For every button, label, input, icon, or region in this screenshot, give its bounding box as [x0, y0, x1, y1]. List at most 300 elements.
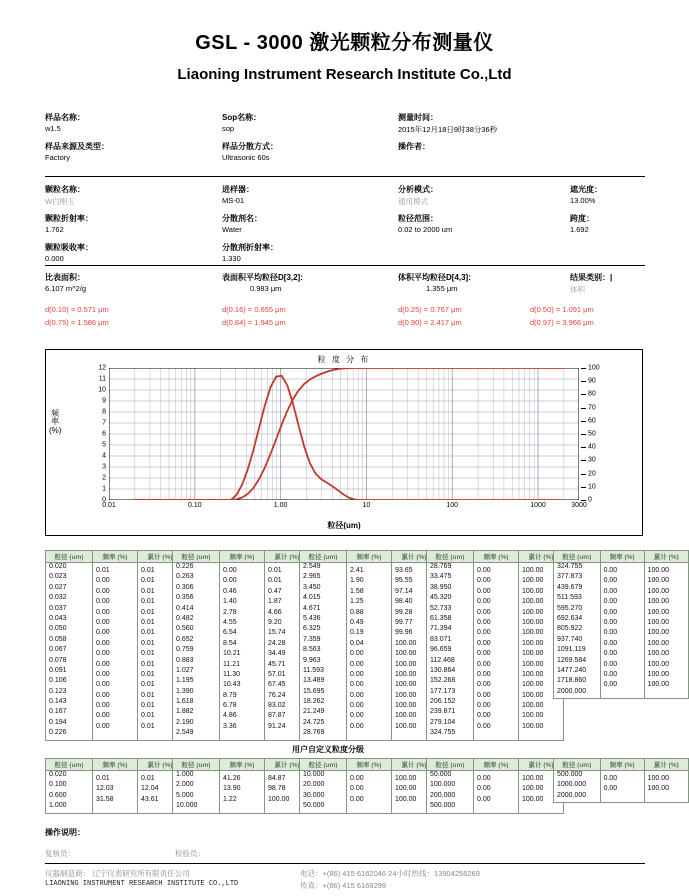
- cell-size: 2.000: [173, 781, 220, 791]
- user-grading-table-2: [172, 758, 310, 814]
- cell-cumulative: 100.00: [647, 639, 670, 647]
- chart-y-tick: 7: [102, 419, 106, 427]
- table-header-freq: 频率 (%): [600, 551, 644, 563]
- cell-frequency: 0.00: [600, 573, 644, 583]
- cell-size: 2.190: [173, 719, 220, 729]
- table-row: [554, 771, 688, 782]
- chart-x-tick: 1.00: [273, 502, 288, 509]
- chart-y2-tick-mark: [581, 500, 586, 501]
- cell-frequency: 13.90: [220, 781, 265, 791]
- cell-size: 0.883: [173, 657, 220, 667]
- cell-size: 83.071: [427, 636, 474, 646]
- cell-cumulative: 83.02: [268, 702, 286, 710]
- disperse-mode-label: 样品分散方式：: [222, 142, 278, 151]
- cell-size: 50.000: [300, 802, 347, 812]
- dispersant-label: 分散剂名：: [222, 214, 262, 223]
- table-row: [427, 646, 563, 656]
- cell-size: 200.000: [427, 792, 474, 802]
- cell-cumulative: 100.00: [522, 567, 544, 574]
- sampler-label: 进样器：: [222, 185, 254, 194]
- cell-frequency: 10.21: [220, 646, 265, 656]
- cell-frequency: 0.00: [600, 771, 644, 782]
- sample-name-value: w1.5: [45, 124, 61, 133]
- cell-cumulative: 100.00: [522, 577, 544, 585]
- cell-cumulative: 1.87: [268, 598, 282, 606]
- field-operator: [398, 141, 430, 153]
- cell-frequency: [347, 729, 392, 739]
- cell-size: 0.414: [173, 605, 220, 615]
- disperse-mode-value: Ultrasonic 60s: [222, 153, 270, 162]
- table-header-freq: 频率 (%): [93, 759, 138, 771]
- table-row: [173, 573, 309, 583]
- cell-frequency: 0.01: [93, 563, 138, 574]
- user-grading-table-5: [553, 758, 689, 803]
- chart-x-tick: 1000: [530, 502, 546, 509]
- chart-y-tick: 1: [102, 485, 106, 493]
- cell-cumulative: 99.96: [395, 629, 413, 637]
- cell-frequency: 11.30: [220, 667, 265, 677]
- cell-frequency: 0.00: [220, 563, 265, 574]
- cell-size: 96.659: [427, 646, 474, 656]
- table-header-cum: 累计 (%): [265, 759, 310, 771]
- cell-size: 6.325: [300, 625, 347, 635]
- cell-size: 1000.000: [554, 781, 600, 791]
- table-row: [427, 781, 563, 791]
- measure-time-label: 测量时间：: [398, 113, 438, 122]
- cell-frequency: 0.00: [347, 667, 392, 677]
- sampler-value: MS-01: [222, 196, 245, 205]
- table-header-freq: 频率 (%): [93, 551, 138, 563]
- cell-cumulative: 0.01: [141, 670, 155, 678]
- cell-size: 595.270: [554, 605, 600, 615]
- cell-cumulative: 0.01: [141, 681, 155, 689]
- field-sampler: [222, 184, 254, 205]
- cell-cumulative: 100.00: [647, 618, 670, 626]
- cell-cumulative: 100.00: [395, 691, 417, 699]
- cell-size: 0.167: [46, 708, 93, 718]
- field-d43: [398, 272, 471, 293]
- cell-size: 10.000: [300, 771, 347, 782]
- cell-frequency: 0.00: [600, 646, 644, 656]
- table-row: [427, 573, 563, 583]
- cell-size: 0.106: [46, 677, 93, 687]
- table-row: [554, 636, 688, 646]
- chart-y-tick: 9: [102, 397, 106, 405]
- table-header-size: 粒径 (um): [427, 551, 474, 563]
- table-row: [427, 636, 563, 646]
- table-row: [427, 594, 563, 604]
- table-header-freq: 频率 (%): [600, 759, 644, 771]
- cell-size: 0.078: [46, 657, 93, 667]
- cell-cumulative: 100.00: [395, 785, 417, 793]
- table-row: [300, 657, 436, 667]
- divider-2: [45, 265, 645, 266]
- cell-size: 511.593: [554, 594, 600, 604]
- user-grading-table-1: [45, 758, 183, 814]
- d-value-7: d(0.97) = 3.966 μm: [530, 318, 594, 327]
- table-row: [46, 563, 182, 574]
- table-row: [173, 792, 309, 802]
- cell-cumulative: 100.00: [395, 639, 417, 647]
- cell-size: 0.194: [46, 719, 93, 729]
- cell-cumulative: 0.01: [268, 577, 282, 585]
- table-row: [300, 698, 436, 708]
- cell-frequency: 12.03: [93, 781, 138, 791]
- cell-cumulative: 100.00: [647, 670, 670, 678]
- table-row: [427, 605, 563, 615]
- cell-cumulative: 100.00: [647, 608, 670, 616]
- table-header-size: 粒径 (um): [300, 759, 347, 771]
- cell-size: 2.965: [300, 573, 347, 583]
- cell-frequency: 0.00: [347, 771, 392, 782]
- chart-x-tick: 100: [446, 502, 459, 509]
- table-row: [300, 584, 436, 594]
- table-row: [427, 708, 563, 718]
- manufacturer-cn: 仪器制造商： 辽宁仪表研究所有限责任公司: [45, 869, 190, 878]
- table-row: [300, 719, 436, 729]
- cell-size: 1.882: [173, 708, 220, 718]
- table-header-size: 粒径 (um): [554, 551, 600, 563]
- cell-cumulative: [644, 688, 688, 698]
- cell-cumulative: 98.78: [268, 785, 286, 793]
- table-row: [46, 594, 182, 604]
- cell-size: 7.359: [300, 636, 347, 646]
- table-row: [173, 729, 309, 739]
- cell-cumulative: 100.00: [522, 650, 544, 658]
- cell-cumulative: 0.01: [141, 722, 155, 730]
- cell-cumulative: 100.00: [647, 660, 670, 668]
- chart-x-tick: 0.01: [102, 502, 116, 509]
- table-header-cum: 累计 (%): [392, 551, 437, 563]
- cell-size: 0.050: [46, 625, 93, 635]
- cell-frequency: 6.54: [220, 625, 265, 635]
- cell-cumulative: 100.00: [647, 567, 670, 574]
- cell-size: 4.671: [300, 605, 347, 615]
- chart-y2-tick: 10: [588, 483, 596, 491]
- cell-frequency: 0.00: [600, 615, 644, 625]
- field-span: [570, 213, 594, 234]
- cell-cumulative: 0.01: [141, 618, 155, 626]
- table-row: [46, 646, 182, 656]
- cell-size: 206.152: [427, 698, 474, 708]
- table-header-size: 粒径 (um): [173, 551, 220, 563]
- chart-y-tick: 3: [102, 463, 106, 471]
- cell-frequency: 0.00: [474, 573, 519, 583]
- measure-time-value: 2015年12月18日9时38分36秒: [398, 125, 498, 134]
- table-row: [173, 594, 309, 604]
- cell-frequency: 0.00: [93, 677, 138, 687]
- cell-size: 1.000: [173, 771, 220, 782]
- table-header-cum: 累计 (%): [138, 551, 183, 563]
- dispersant-ri-label: 分散剂折射率：: [222, 243, 278, 252]
- field-d32: [222, 272, 303, 293]
- cell-frequency: 1.25: [347, 594, 392, 604]
- chart-y2-tick-mark: [581, 460, 586, 461]
- table-header-freq: 频率 (%): [220, 551, 265, 563]
- chart-y-tick: 5: [102, 441, 106, 449]
- cell-frequency: 0.00: [600, 584, 644, 594]
- cell-size: 0.032: [46, 594, 93, 604]
- cell-frequency: 0.00: [93, 584, 138, 594]
- table-header-freq: 频率 (%): [347, 551, 392, 563]
- table-row: [427, 719, 563, 729]
- field-measure-time: [398, 112, 497, 135]
- cell-size: 0.560: [173, 625, 220, 635]
- cell-size: 0.306: [173, 584, 220, 594]
- table-row: [427, 792, 563, 802]
- sop-name-value: sop: [222, 124, 235, 133]
- chart-x-tick: 0.10: [187, 502, 202, 509]
- cell-cumulative: 12.04: [141, 785, 159, 793]
- ssa-label: 比表面积：: [45, 273, 85, 282]
- refractive-value: 1.762: [45, 225, 64, 234]
- table-row: [46, 688, 182, 698]
- chart-title: 粒 度 分 布: [317, 355, 371, 364]
- cell-cumulative: 100.00: [395, 722, 417, 730]
- table-header-cum: 累计 (%): [392, 759, 437, 771]
- chart-y-tick: 4: [102, 452, 106, 460]
- cell-frequency: 10.43: [220, 677, 265, 687]
- table-row: [173, 646, 309, 656]
- d-value-3: d(0.50) = 1.091 μm: [530, 305, 594, 314]
- chart-y-tick: 11: [98, 375, 106, 383]
- field-dispersant-ri: [222, 242, 278, 263]
- cell-size: 2.549: [173, 729, 220, 739]
- cell-size: 0.263: [173, 573, 220, 583]
- cell-cumulative: 100.00: [522, 712, 544, 720]
- table-row: [554, 563, 688, 574]
- cell-cumulative: 34.49: [268, 650, 286, 658]
- cell-size: 0.020: [46, 771, 93, 782]
- cell-cumulative: 95.55: [395, 577, 413, 585]
- cell-cumulative: 100.00: [647, 629, 670, 637]
- cell-cumulative: 4.66: [268, 608, 282, 616]
- table-row: [554, 646, 688, 656]
- cell-size: 324.755: [427, 729, 474, 739]
- cell-frequency: 3.36: [220, 719, 265, 729]
- obscuration-value: 13.00%: [570, 196, 596, 205]
- cell-size: 2000.000: [554, 688, 600, 698]
- cell-size: 0.023: [46, 573, 93, 583]
- cell-frequency: 0.04: [347, 636, 392, 646]
- table-row: [173, 781, 309, 791]
- table-row: [46, 719, 182, 729]
- cell-cumulative: 0.01: [141, 587, 155, 595]
- size-distribution-table-5: [553, 550, 689, 699]
- d32-value: 0.983 μm: [250, 284, 282, 293]
- cell-frequency: 0.00: [474, 677, 519, 687]
- cell-frequency: [347, 802, 392, 812]
- cell-cumulative: 100.00: [522, 681, 544, 689]
- table-row: [300, 646, 436, 656]
- cell-cumulative: 100.00: [522, 587, 544, 595]
- table-header-size: 粒径 (um): [427, 759, 474, 771]
- d43-value: 1.355 μm: [426, 284, 458, 293]
- cell-size: 45.320: [427, 594, 474, 604]
- refractive-label: 颗粒折射率：: [45, 214, 93, 223]
- cell-frequency: 1.90: [347, 573, 392, 583]
- field-result-type: [570, 272, 612, 295]
- dispersant-value: Water: [222, 225, 242, 234]
- field-refractive-index: [45, 213, 93, 234]
- table-row: [554, 584, 688, 594]
- cell-frequency: 0.00: [93, 667, 138, 677]
- cell-cumulative: 100.00: [522, 702, 544, 710]
- cell-cumulative: 100.00: [647, 785, 670, 793]
- chart-y2-tick-mark: [581, 394, 586, 395]
- cell-cumulative: 100.00: [522, 639, 544, 647]
- cell-frequency: 2.78: [220, 605, 265, 615]
- table-header-size: 粒径 (um): [46, 759, 93, 771]
- table-row: [300, 802, 436, 812]
- table-row: [46, 625, 182, 635]
- cell-size: 0.027: [46, 584, 93, 594]
- analysis-mode-value: 通用模式: [398, 197, 428, 206]
- cell-cumulative: 0.47: [268, 587, 282, 595]
- cell-cumulative: 45.71: [268, 660, 286, 668]
- table-row: [427, 802, 563, 812]
- sop-name-label: Sop名称：: [222, 113, 262, 122]
- cell-frequency: 0.00: [474, 771, 519, 782]
- table-row: [173, 802, 309, 812]
- sample-name-label: 样品名称：: [45, 113, 85, 122]
- table-row: [46, 573, 182, 583]
- cell-frequency: 0.00: [600, 594, 644, 604]
- cell-cumulative: 97.14: [395, 587, 413, 595]
- table-row: [46, 657, 182, 667]
- cell-cumulative: 100.00: [522, 629, 544, 637]
- table-row: [427, 657, 563, 667]
- cell-frequency: 0.00: [474, 615, 519, 625]
- cell-size: 152.268: [427, 677, 474, 687]
- cell-frequency: 0.49: [347, 615, 392, 625]
- chart-y-tick: 10: [98, 386, 106, 394]
- cell-cumulative: 100.00: [395, 795, 417, 803]
- cell-cumulative: 43.61: [141, 795, 159, 803]
- cell-size: 500.000: [554, 771, 600, 782]
- cell-frequency: 11.21: [220, 657, 265, 667]
- table-row: [554, 625, 688, 635]
- cell-frequency: 0.00: [93, 698, 138, 708]
- cell-frequency: [93, 802, 138, 812]
- cell-size: 692.634: [554, 615, 600, 625]
- table-row: [554, 688, 688, 698]
- cell-size: 100.000: [427, 781, 474, 791]
- table-row: [173, 625, 309, 635]
- d32-label: 表面积平均粒径D[3,2]:: [222, 273, 303, 282]
- table-row: [300, 677, 436, 687]
- cell-cumulative: [644, 792, 688, 802]
- cell-size: 0.091: [46, 667, 93, 677]
- cell-frequency: 8.79: [220, 688, 265, 698]
- user-grading-table-4: [426, 758, 564, 814]
- cell-size: 0.143: [46, 698, 93, 708]
- table-row: [300, 636, 436, 646]
- cell-frequency: 0.00: [600, 563, 644, 574]
- table-row: [46, 781, 182, 791]
- cell-frequency: [93, 729, 138, 739]
- field-disperse-mode: [222, 141, 278, 162]
- cell-size: 0.123: [46, 688, 93, 698]
- table-row: [173, 698, 309, 708]
- field-sop-name: [222, 112, 261, 133]
- chart-y2-tick: 20: [588, 470, 596, 478]
- cell-frequency: 0.00: [93, 657, 138, 667]
- d-value-2: d(0.25) = 0.767 μm: [398, 305, 462, 314]
- table-row: [300, 771, 436, 782]
- table-row: [173, 605, 309, 615]
- cell-size: 18.262: [300, 698, 347, 708]
- table-row: [46, 677, 182, 687]
- cell-cumulative: 0.01: [268, 567, 282, 574]
- cell-frequency: 0.00: [93, 708, 138, 718]
- chart-plot-area: [98, 364, 600, 509]
- table-row: [300, 605, 436, 615]
- cell-frequency: 4.55: [220, 615, 265, 625]
- table-row: [173, 719, 309, 729]
- cell-frequency: 0.00: [93, 719, 138, 729]
- cell-frequency: 0.00: [220, 573, 265, 583]
- chart-y2-tick: 30: [588, 456, 596, 464]
- size-distribution-table-2: [172, 550, 310, 741]
- particle-size-distribution-chart: [45, 349, 643, 536]
- chart-y-tick: 6: [102, 430, 106, 438]
- cell-frequency: 0.00: [93, 594, 138, 604]
- table-header-cum: 累计 (%): [644, 759, 688, 771]
- field-particle-name: [45, 184, 85, 207]
- cell-frequency: 0.00: [600, 781, 644, 791]
- table-row: [46, 729, 182, 739]
- cell-size: 377.873: [554, 573, 600, 583]
- cell-cumulative: 100.00: [522, 785, 544, 793]
- cell-cumulative: 100.00: [522, 660, 544, 668]
- cell-cumulative: [519, 729, 564, 739]
- table-row: [300, 594, 436, 604]
- table-row: [427, 625, 563, 635]
- table-header-freq: 频率 (%): [347, 759, 392, 771]
- table-row: [427, 771, 563, 782]
- cell-frequency: 0.00: [474, 667, 519, 677]
- cell-size: 71.394: [427, 625, 474, 635]
- cell-cumulative: [519, 802, 564, 812]
- table-header-size: 粒径 (um): [300, 551, 347, 563]
- table-row: [554, 657, 688, 667]
- chart-y2-tick: 60: [588, 417, 596, 425]
- table-row: [300, 792, 436, 802]
- chart-y2-tick: 90: [588, 377, 596, 385]
- table-header-cum: 累计 (%): [265, 551, 310, 563]
- chart-y2-tick-mark: [581, 487, 586, 488]
- cell-cumulative: 100.00: [395, 702, 417, 710]
- cell-cumulative: 100.00: [647, 775, 670, 782]
- cell-size: 0.600: [46, 792, 93, 802]
- cell-cumulative: 0.01: [141, 577, 155, 585]
- sample-source-label: 样品来源及类型：: [45, 142, 109, 151]
- cell-cumulative: 9.20: [268, 618, 282, 626]
- cell-frequency: 2.41: [347, 563, 392, 574]
- cell-cumulative: 0.01: [141, 775, 155, 782]
- fax-line: 传真：+(86) 415 6169299: [300, 881, 387, 890]
- chart-y2-tick: 70: [588, 404, 596, 412]
- chart-x-tick: 3000: [571, 502, 587, 509]
- cell-size: 0.482: [173, 615, 220, 625]
- cell-frequency: [474, 729, 519, 739]
- cell-size: 1091.119: [554, 646, 600, 656]
- dispersant-ri-value: 1.330: [222, 254, 241, 263]
- table-header-size: 粒径 (um): [46, 551, 93, 563]
- d43-label: 体积平均粒径D[4,3]:: [398, 273, 471, 282]
- cell-frequency: 0.00: [474, 594, 519, 604]
